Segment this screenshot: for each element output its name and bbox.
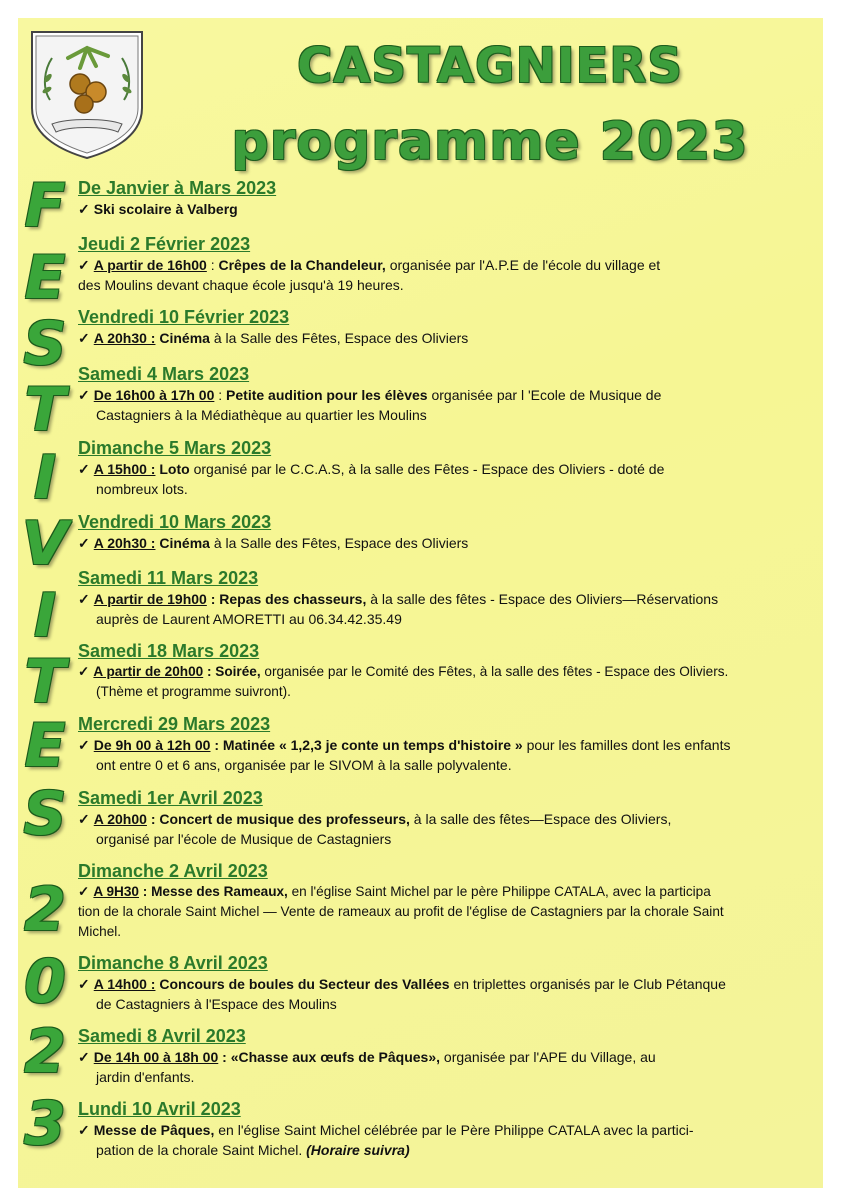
event-item bbox=[78, 568, 828, 629]
event-title: : Concert de musique des professeurs, bbox=[150, 811, 410, 827]
event-date: Jeudi 2 Février 2023 bbox=[78, 234, 251, 254]
check-icon: ✓ bbox=[78, 535, 90, 551]
event-details-line2: de Castagniers à l'Espace des Moulins bbox=[96, 996, 337, 1012]
event-details: organisée par l'A.P.E de l'école du village et bbox=[389, 257, 661, 273]
check-icon: ✓ bbox=[78, 387, 90, 403]
check-icon: ✓ bbox=[78, 257, 90, 273]
check-icon: ✓ bbox=[78, 811, 90, 827]
event-time: De 14h 00 à 18h 00 bbox=[93, 1049, 219, 1065]
check-icon: ✓ bbox=[78, 461, 90, 477]
event-title: Loto bbox=[159, 461, 190, 477]
event-details: organisée par l'APE du Village, au bbox=[443, 1049, 656, 1065]
event-title: Crêpes de la Chandeleur, bbox=[218, 257, 386, 273]
check-icon: ✓ bbox=[78, 1049, 90, 1065]
event-title: : Messe des Rameaux, bbox=[142, 884, 288, 899]
check-icon: ✓ bbox=[78, 201, 90, 217]
event-details-line2: (Thème et programme suivront). bbox=[96, 684, 291, 699]
side-letter: F bbox=[24, 171, 66, 241]
event-item: Jeudi 2 Février 2023 ✓ A partir de 16h00 : Crêpes de la Chandeleur, organisée par l'A.P.E de l'école du village et des Moulins devant chaque école jusqu'à 19 heures. bbox=[78, 234, 828, 295]
event-item bbox=[78, 178, 828, 219]
event-details-line2: nombreux lots. bbox=[96, 481, 188, 497]
event-details: à la salle des fêtes—Espace des Oliviers, bbox=[413, 811, 672, 827]
event-details-line3: Michel. bbox=[78, 924, 122, 939]
side-letter: 0 bbox=[24, 947, 66, 1017]
event-date: Samedi 18 Mars 2023 bbox=[78, 641, 260, 661]
side-letter: V bbox=[21, 509, 69, 579]
event-item bbox=[78, 788, 828, 849]
side-letter: S bbox=[23, 309, 67, 379]
event-details: organisée par le Comité des Fêtes, à la salle des fêtes - Espace des Oliviers. bbox=[264, 664, 729, 679]
event-time: A 9H30 bbox=[93, 884, 139, 899]
page-subtitle: programme 2023 bbox=[231, 112, 749, 172]
event-details: en l'église Saint Michel célébrée par le Père Philippe CATALA avec la partici- bbox=[218, 1122, 694, 1138]
event-time: A 20h30 : bbox=[93, 330, 156, 346]
event-details: en l'église Saint Michel par le père Philippe CATALA, avec la participa bbox=[291, 884, 711, 899]
event-title: Ski scolaire à Valberg bbox=[93, 201, 238, 217]
event-details-line2: tion de la chorale Saint Michel — Vente de rameaux au profit de l'église de Castagniers par la chorale Saint bbox=[78, 904, 724, 919]
event-details-line2: pation de la chorale Saint Michel. bbox=[96, 1142, 303, 1158]
event-date: Vendredi 10 Février 2023 bbox=[78, 307, 290, 327]
side-letter: T bbox=[24, 375, 66, 445]
check-icon: ✓ bbox=[78, 737, 90, 753]
event-date: Vendredi 10 Mars 2023 bbox=[78, 512, 272, 532]
check-icon: ✓ bbox=[78, 1122, 90, 1138]
event-item bbox=[78, 1026, 828, 1087]
event-time: De 9h 00 à 12h 00 bbox=[93, 737, 211, 753]
side-letter: E bbox=[24, 711, 66, 781]
event-details: organisée par l 'Ecole de Musique de bbox=[431, 387, 662, 403]
event-title: Petite audition pour les élèves bbox=[226, 387, 428, 403]
event-date: Lundi 10 Avril 2023 bbox=[78, 1099, 241, 1119]
page-title: CASTAGNIERS bbox=[297, 38, 683, 94]
event-item bbox=[78, 953, 828, 1014]
event-item: Samedi 4 Mars 2023 ✓ De 16h00 à 17h 00 : Petite audition pour les élèves organisée par l 'Ecole de Musique de Castagniers à la Médiathèque au quartier les Moulins bbox=[78, 364, 828, 425]
event-details: organisé par le C.C.A.S, à la salle des Fêtes - Espace des Oliviers - doté de bbox=[193, 461, 665, 477]
side-letter: E bbox=[24, 243, 66, 313]
event-note: (Horaire suivra) bbox=[306, 1142, 410, 1158]
event-time: A 15h00 : bbox=[93, 461, 156, 477]
side-letter: 2 bbox=[24, 1017, 66, 1087]
side-letter: S bbox=[23, 779, 67, 849]
check-icon: ✓ bbox=[78, 664, 90, 679]
event-date: De Janvier à Mars 2023 bbox=[78, 178, 277, 198]
event-details: à la salle des fêtes - Espace des Oliviers—Réservations bbox=[370, 591, 719, 607]
event-time: A 14h00 : bbox=[93, 976, 156, 992]
event-details-line2: ont entre 0 et 6 ans, organisée par le SIVOM à la salle polyvalente. bbox=[96, 757, 512, 773]
event-title: Cinéma bbox=[159, 535, 210, 551]
side-letter: T bbox=[24, 647, 66, 717]
event-time: A partir de 19h00 bbox=[93, 591, 207, 607]
event-date: Dimanche 8 Avril 2023 bbox=[78, 953, 268, 973]
event-title: Concours de boules du Secteur des Vallées bbox=[159, 976, 450, 992]
event-date: Samedi 8 Avril 2023 bbox=[78, 1026, 246, 1046]
event-title: : Matinée « 1,2,3 je conte un temps d'histoire » bbox=[214, 737, 523, 753]
event-date: Samedi 4 Mars 2023 bbox=[78, 364, 250, 384]
event-details-line2: organisé par l'école de Musique de Castagniers bbox=[96, 831, 392, 847]
event-details-line2: auprès de Laurent AMORETTI au 06.34.42.35.49 bbox=[96, 611, 402, 627]
event-time: A partir de 20h00 bbox=[93, 664, 204, 679]
event-title: : Repas des chasseurs, bbox=[210, 591, 367, 607]
event-item bbox=[78, 1099, 828, 1160]
event-item bbox=[78, 438, 828, 499]
event-time: De 16h00 à 17h 00 bbox=[93, 387, 215, 403]
event-details: en triplettes organisés par le Club Pétanque bbox=[453, 976, 726, 992]
side-letter: I bbox=[33, 581, 57, 651]
side-letter: 3 bbox=[24, 1089, 66, 1159]
event-item bbox=[78, 714, 828, 775]
event-details: pour les familles dont les enfants bbox=[526, 737, 731, 753]
event-details: à la Salle des Fêtes, Espace des Oliviers bbox=[213, 535, 469, 551]
check-icon: ✓ bbox=[78, 330, 90, 346]
event-date: Dimanche 5 Mars 2023 bbox=[78, 438, 272, 458]
event-item bbox=[78, 512, 828, 553]
event-title: : «Chasse aux œufs de Pâques», bbox=[222, 1049, 441, 1065]
event-item bbox=[78, 641, 828, 702]
event-item bbox=[78, 307, 828, 348]
side-letter: I bbox=[33, 443, 57, 513]
castagniers-crest-icon bbox=[28, 28, 146, 160]
event-details-line2: des Moulins devant chaque école jusqu'à 19 heures. bbox=[78, 277, 404, 293]
check-icon: ✓ bbox=[78, 884, 90, 899]
side-letter: 2 bbox=[24, 875, 66, 945]
event-details-line2: jardin d'enfants. bbox=[96, 1069, 195, 1085]
event-time: A 20h30 : bbox=[93, 535, 156, 551]
event-date: Samedi 1er Avril 2023 bbox=[78, 788, 263, 808]
event-details: à la Salle des Fêtes, Espace des Oliviers bbox=[213, 330, 469, 346]
event-time: A partir de 16h00 bbox=[93, 257, 207, 273]
check-icon: ✓ bbox=[78, 976, 90, 992]
event-title: : Soirée, bbox=[206, 664, 261, 679]
event-time: A 20h00 bbox=[93, 811, 147, 827]
event-item bbox=[78, 861, 828, 942]
event-title: Cinéma bbox=[159, 330, 210, 346]
event-date: Samedi 11 Mars 2023 bbox=[78, 568, 259, 588]
event-details-line2: Castagniers à la Médiathèque au quartier les Moulins bbox=[96, 407, 427, 423]
event-date: Dimanche 2 Avril 2023 bbox=[78, 861, 268, 881]
event-date: Mercredi 29 Mars 2023 bbox=[78, 714, 271, 734]
check-icon: ✓ bbox=[78, 591, 90, 607]
event-title: Messe de Pâques, bbox=[93, 1122, 215, 1138]
